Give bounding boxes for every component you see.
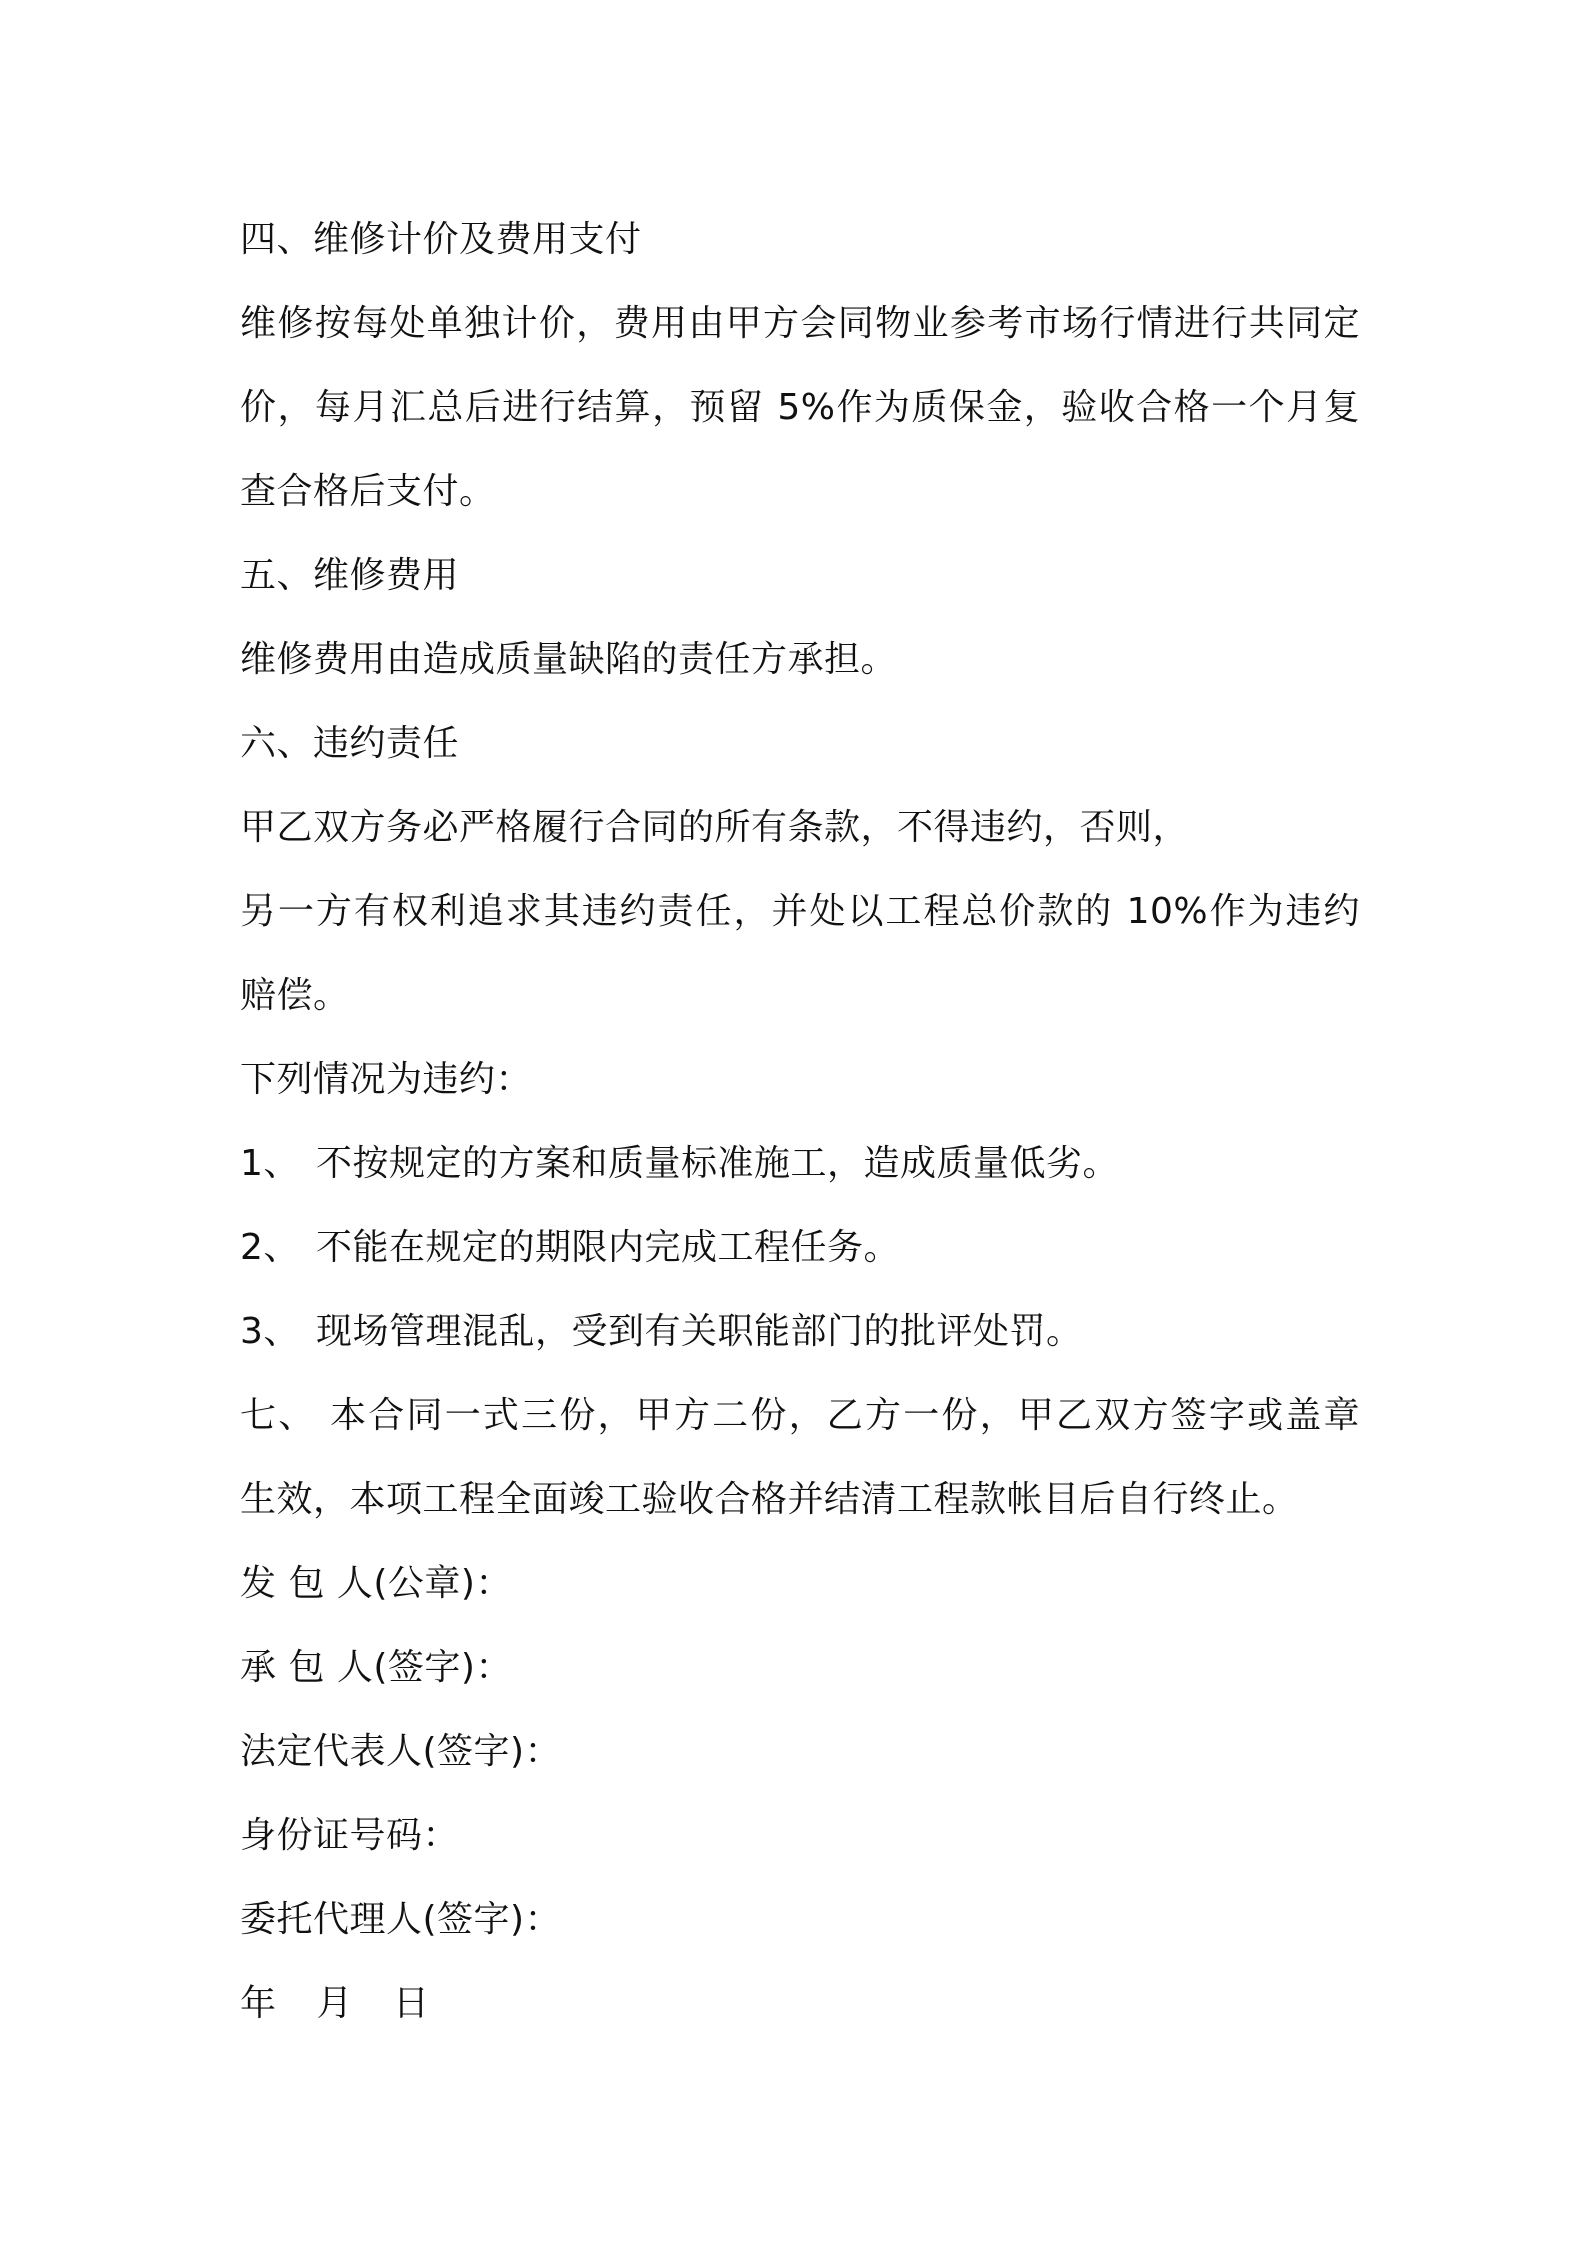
section-5-heading: 五、维修费用 — [240, 555, 460, 596]
agent-signature-label: 委托代理人(签字)： — [240, 1899, 562, 1940]
section-4-body-line-2: 价，每月汇总后进行结算，预留 5%作为质保金，验收合格一个月复 — [240, 387, 1360, 428]
id-number-label: 身份证号码： — [240, 1815, 460, 1856]
breach-item-1 — [240, 1122, 1360, 1206]
section-6-body-line-2: 另一方有权利追求其违约责任，并处以工程总价款的 10%作为违约 — [240, 891, 1360, 932]
breach-item-number: 2、 — [240, 1227, 300, 1268]
contract-content — [240, 198, 1360, 2046]
breach-item-text: 现场管理混乱，受到有关职能部门的批评处罚。 — [316, 1311, 1083, 1352]
section-4-heading: 四、维修计价及费用支付 — [240, 219, 642, 260]
breach-item-text: 不能在规定的期限内完成工程任务。 — [316, 1227, 901, 1268]
section-6-heading: 六、违约责任 — [240, 723, 460, 764]
date-year: 年 — [240, 1983, 277, 2024]
breach-item-3 — [240, 1290, 1360, 1374]
breach-item-number: 3、 — [240, 1311, 300, 1352]
date-line — [240, 1962, 1360, 2046]
breach-item-2 — [240, 1206, 1360, 1290]
section-6-list-intro: 下列情况为违约： — [240, 1059, 533, 1100]
breach-item-text: 不按规定的方案和质量标准施工，造成质量低劣。 — [316, 1143, 1120, 1184]
section-6-body-line-1: 甲乙双方务必严格履行合同的所有条款，不得违约，否则， — [240, 807, 1190, 848]
section-4-body-line-1: 维修按每处单独计价，费用由甲方会同物业参考市场行情进行共同定 — [240, 303, 1360, 344]
legal-representative-label: 法定代表人(签字)： — [240, 1731, 562, 1772]
contractor-signature-label: 承 包 人(签字)： — [240, 1647, 512, 1688]
section-4-body-line-3: 查合格后支付。 — [240, 471, 496, 512]
section-7-line-1: 七、 本合同一式三份，甲方二份，乙方一份，甲乙双方签字或盖章 — [240, 1395, 1360, 1436]
date-day: 日 — [393, 1983, 430, 2024]
date-month: 月 — [316, 1983, 354, 2024]
breach-item-number: 1、 — [240, 1143, 300, 1184]
section-7-line-2: 生效，本项工程全面竣工验收合格并结清工程款帐目后自行终止。 — [240, 1479, 1299, 1520]
section-5-body: 维修费用由造成质量缺陷的责任方承担。 — [240, 639, 898, 680]
employer-signature-label: 发 包 人(公章)： — [240, 1563, 512, 1604]
section-6-body-line-3: 赔偿。 — [240, 975, 350, 1016]
